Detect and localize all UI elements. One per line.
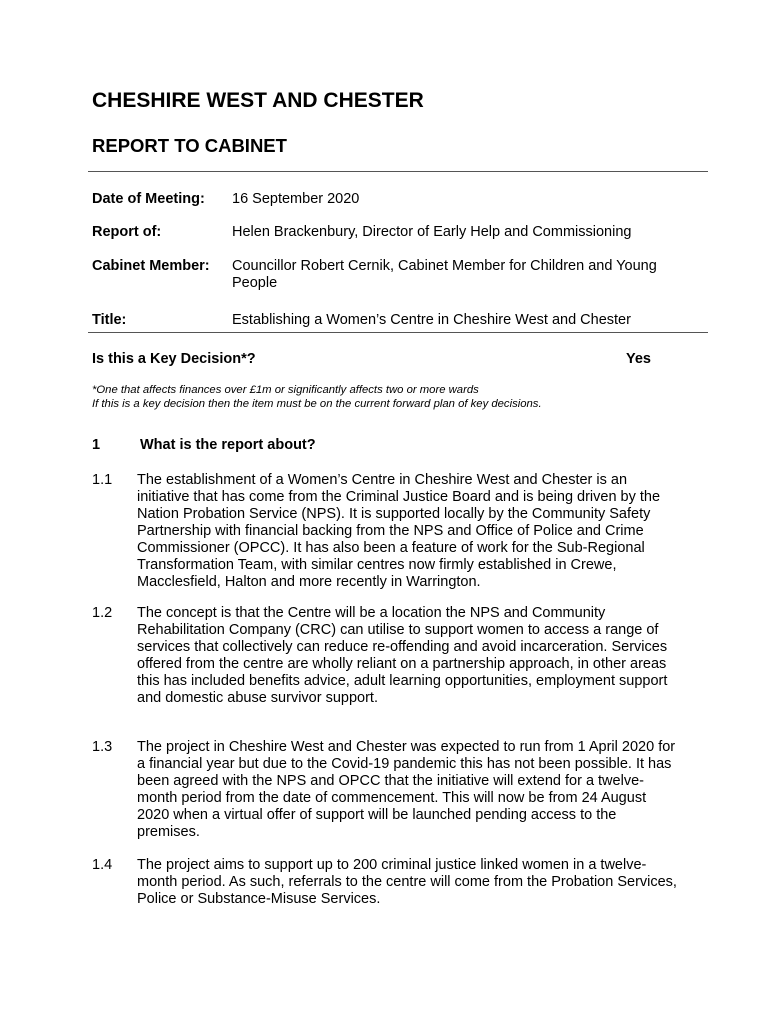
key-decision-footnote-1: *One that affects finances over £1m or significantly affects two or more wards bbox=[92, 384, 479, 396]
cabinet-member-value: Councillor Robert Cernik, Cabinet Member for Children and Young People bbox=[232, 258, 657, 291]
section-number: 1 bbox=[92, 437, 101, 453]
title-label: Title: bbox=[92, 312, 127, 328]
cabinet-member-label: Cabinet Member: bbox=[92, 258, 210, 274]
key-decision-question: Is this a Key Decision*? bbox=[92, 351, 256, 367]
key-decision-answer: Yes bbox=[626, 351, 651, 367]
date-label: Date of Meeting: bbox=[92, 191, 205, 207]
title-value: Establishing a Women’s Centre in Cheshire West and Chester bbox=[232, 312, 631, 328]
paragraph-text: The project aims to support up to 200 criminal justice linked women in a twelve-month period. As such, referrals to the centre will come from the Probation Services, Police or Substance-Misuse Services. bbox=[137, 857, 677, 907]
report-type-heading: REPORT TO CABINET bbox=[92, 135, 287, 156]
bottom-divider bbox=[88, 332, 708, 333]
report-of-label: Report of: bbox=[92, 224, 162, 240]
report-of-value: Helen Brackenbury, Director of Early Help and Commissioning bbox=[232, 224, 632, 240]
section-heading: What is the report about? bbox=[140, 437, 316, 453]
top-divider bbox=[88, 171, 708, 172]
date-value: 16 September 2020 bbox=[232, 191, 360, 207]
key-decision-footnote-2: If this is a key decision then the item must be on the current forward plan of key decisions. bbox=[92, 398, 542, 410]
council-heading: CHESHIRE WEST AND CHESTER bbox=[92, 89, 424, 112]
paragraph-text: The project in Cheshire West and Chester was expected to run from 1 April 2020 for a financial year but due to the Covid-19 pandemic this has not been possible. It has been agreed with the NPS and OPCC that the initiative will extend for a twelve-month period from the date of commencement. This will now be from 24 August 2020 when a virtual offer of support will be launched pending access to the premises. bbox=[137, 739, 676, 840]
paragraph-number: 1.1 bbox=[92, 472, 113, 488]
paragraph-number: 1.3 bbox=[92, 739, 113, 755]
paragraph-text: The concept is that the Centre will be a location the NPS and Community Rehabilitation Company (CRC) can utilise to support women to access a range of services that collectively can reduce re-offending and avoid incarceration. Services offered from the centre are wholly reliant on a partnership approach, in other areas this has included benefits advice, adult learning opportunities, employment support and domestic abuse survivor support. bbox=[137, 605, 668, 706]
paragraph-number: 1.4 bbox=[92, 857, 113, 873]
paragraph-number: 1.2 bbox=[92, 605, 113, 621]
paragraph-text: The establishment of a Women’s Centre in Cheshire West and Chester is an initiative that has come from the Criminal Justice Board and is being driven by the Nation Probation Service (NPS). It is supported locally by the Community Safety Partnership with financial backing from the NPS and Office of Police and Crime Commissioner (OPCC). It has also been a feature of work for the Sub-Regional Transformation Team, with similar centres now firmly established in Crewe, Macclesfield, Halton and more recently in Warrington. bbox=[137, 472, 661, 590]
